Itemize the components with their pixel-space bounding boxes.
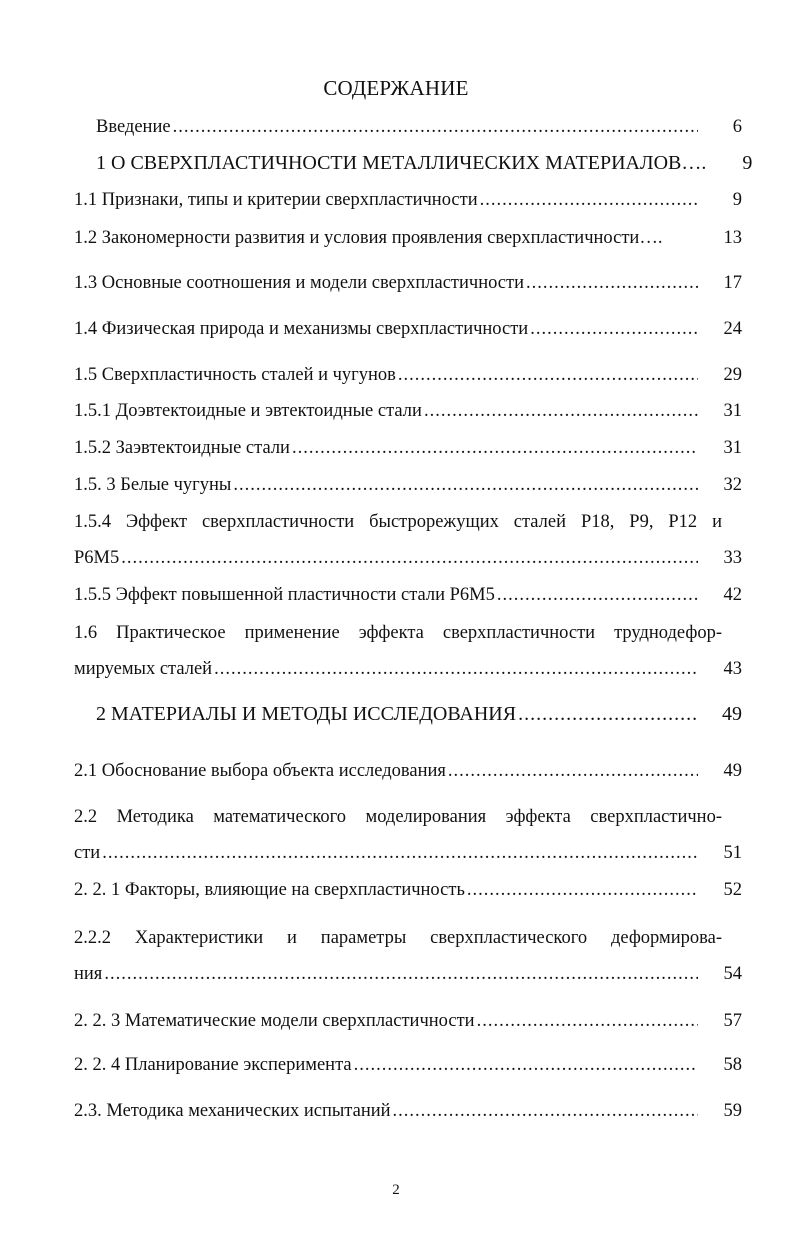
toc-entry-title: 1.3 Основные соотношения и модели сверхпластичности [74,273,524,293]
toc-entry [74,272,744,294]
toc-entry [74,400,744,422]
toc-entry-title: 1.5.2 Заэвтектоидные стали [74,438,290,458]
toc-entry [74,1054,744,1076]
toc-entry [74,189,744,211]
toc-entry-title: 2.1 Обоснование выбора объекта исследования [74,761,446,781]
toc-entry [96,116,744,138]
toc-entry-page: 43 [723,659,742,679]
toc-entry-title: 2. 2. 4 Планирование эксперимента [74,1055,352,1075]
toc-entry [74,1100,744,1122]
toc-entry-page: 9 [742,152,753,174]
dot-leader [518,703,698,725]
toc-entry [74,227,744,249]
toc-entry [74,511,744,569]
toc-entry-title-line1: 2.2 Методика математического моделирования эффекта сверхпластично- [74,807,722,827]
toc-entry-title: 1.5 Сверхпластичность сталей и чугунов [74,365,396,385]
dot-leader [393,1100,698,1122]
dot-leader [102,842,698,864]
dot-leader [214,658,698,680]
toc-entry-title: 1.1 Признаки, типы и критерии сверхпластичности [74,190,478,210]
dot-leader [173,116,698,138]
toc-entry-title-line1: 1.5.4 Эффект сверхпластичности быстрорежущих сталей Р18, Р9, Р12 и [74,512,722,532]
toc-entry-page: 17 [723,273,742,293]
toc-entry [96,152,753,174]
dot-leader [233,474,698,496]
dot-leader [526,272,698,294]
dot-leader [354,1054,698,1076]
page-number: 2 [392,1182,400,1198]
dot-leader [424,400,698,422]
toc-entry-title: 1 О СВЕРХПЛАСТИЧНОСТИ МЕТАЛЛИЧЕСКИХ МАТЕРИАЛОВ…. [96,152,707,174]
page-title: СОДЕРЖАНИЕ [323,76,469,100]
dot-leader [467,879,698,901]
toc-entry [74,364,744,386]
toc-entry-title-line1: 2.2.2 Характеристики и параметры сверхпластического деформирова- [74,928,722,948]
toc-entry-title: сти [74,843,101,863]
toc-entry-title: 2.3. Методика механических испытаний [74,1101,391,1121]
toc-entry-page: 33 [723,548,742,568]
toc-entry [74,437,744,459]
toc-entry [74,879,744,901]
toc-entry-page: 58 [723,1055,742,1075]
toc-entry-title: Р6М5 [74,548,120,568]
toc-entry-page: 49 [723,761,742,781]
toc-entry-page: 24 [723,319,742,339]
toc-entry-page: 31 [723,438,742,458]
toc-entry-page: 13 [723,228,742,248]
toc-entry-title: Введение [96,117,171,137]
toc-entry-page: 6 [732,117,742,137]
dot-leader [292,437,698,459]
toc-entry-title: 2. 2. 1 Факторы, влияющие на сверхпластичность [74,880,465,900]
toc-entry-title: 1.2 Закономерности развития и условия проявления сверхпластичности…. [74,228,663,248]
toc-entry-page: 31 [723,401,742,421]
dot-leader [104,963,698,985]
toc-entry [74,474,744,496]
toc-entry-page: 57 [723,1011,742,1031]
toc-entry-page: 54 [723,964,742,984]
toc-entry [74,806,744,864]
toc-entry-title: 1.5. 3 Белые чугуны [74,475,232,495]
toc-entry [74,584,744,606]
dot-leader [530,318,698,340]
toc-entry-page: 9 [732,190,742,210]
dot-leader [448,760,698,782]
toc-entry-title: 1.5.5 Эффект повышенной пластичности стали Р6М5 [74,585,495,605]
toc-entry [74,622,744,680]
toc-entry-title-line1: 1.6 Практическое применение эффекта сверхпластичности труднодефор- [74,623,722,643]
toc-entry-title: 1.4 Физическая природа и механизмы сверхпластичности [74,319,529,339]
toc-entry-page: 29 [723,365,742,385]
toc-entry-page: 49 [722,703,742,725]
toc-entry-page: 52 [723,880,742,900]
toc-entry-title: мируемых сталей [74,659,213,679]
toc-entry [74,927,744,985]
dot-leader [480,189,698,211]
toc-entry [74,760,744,782]
toc-entry-page: 32 [723,475,742,495]
dot-leader [477,1010,698,1032]
dot-leader [121,547,698,569]
toc-entry [96,703,744,725]
dot-leader [497,584,698,606]
toc-entry-title: 1.5.1 Доэвтектоидные и эвтектоидные стали [74,401,422,421]
toc-entry-title: 2. 2. 3 Математические модели сверхпластичности [74,1011,475,1031]
toc-entry-title: ния [74,964,103,984]
toc-entry-title: 2 МАТЕРИАЛЫ И МЕТОДЫ ИССЛЕДОВАНИЯ [96,703,517,725]
dot-leader [398,364,698,386]
toc-entry-page: 51 [723,843,742,863]
toc-entry-page: 42 [723,585,742,605]
toc-entry [74,1010,744,1032]
toc-entry-page: 59 [723,1101,742,1121]
toc-entry [74,318,744,340]
